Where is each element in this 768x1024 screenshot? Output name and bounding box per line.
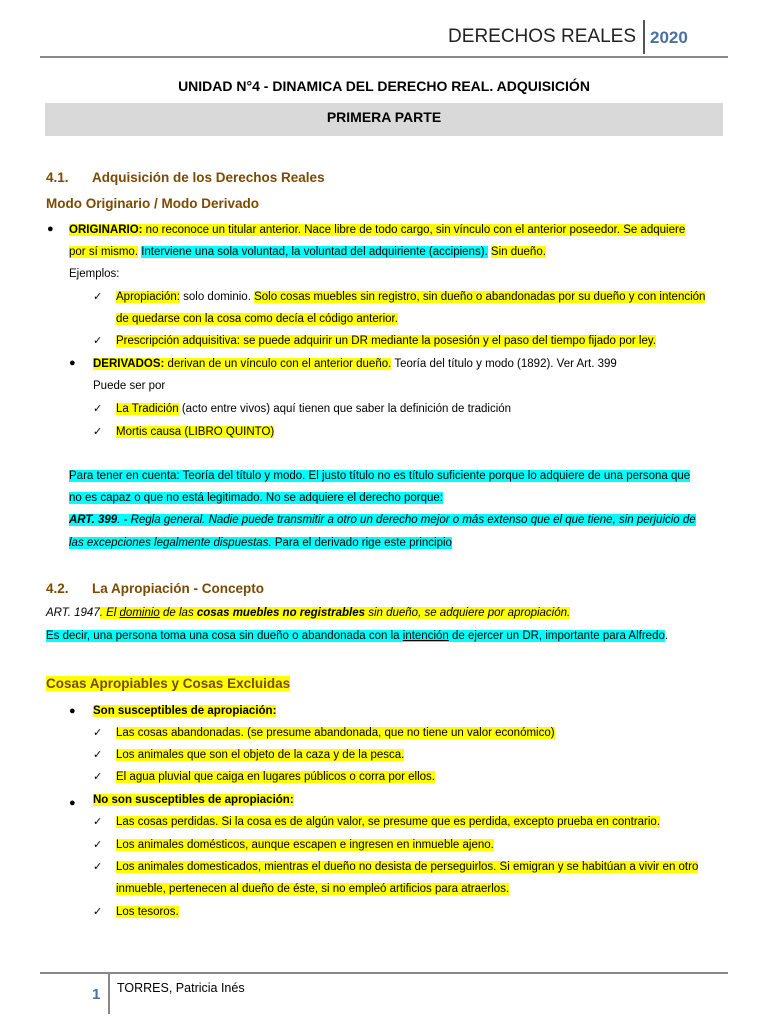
checkmark-icon: ✓ (93, 906, 103, 918)
apropiacion-label: Apropiación: (116, 291, 180, 303)
susceptible-item-text: Los animales que son el objeto de la caza y de la pesca. (116, 749, 405, 761)
list-item (116, 722, 555, 744)
no-susceptible-item-text: Los tesoros. (116, 906, 179, 918)
prescripcion-label: Prescripción adquisitiva: (116, 335, 241, 347)
cosas-heading (46, 676, 290, 691)
list-item (116, 744, 404, 766)
running-header (40, 18, 728, 58)
art399-line-2 (69, 532, 452, 554)
apropiacion-text-1: Solo cosas muebles sin registro, sin dueño o abandonadas por su dueño y con intención (254, 291, 706, 303)
checkmark-icon: ✓ (93, 861, 103, 873)
note-text-1: Para tener en cuenta: Teoría del título y modo. El justo título no es título suficiente porque lo adquiere de una persona que (69, 470, 691, 482)
explanation-line (46, 625, 668, 647)
puede-ser-por: Puede ser por (93, 380, 166, 392)
checkmark-icon: ✓ (93, 291, 103, 303)
bullet-icon: ● (69, 705, 76, 717)
no-susceptible-item-text: Los animales domesticados, mientras el dueño no desista de perseguirlos. Si emigran y se habitúan a vivir en otro (116, 861, 699, 873)
derivados-plain: Teoría del título y modo (1892). Ver Art. 399 (391, 358, 617, 370)
header-title: DERECHOS REALES (448, 26, 636, 47)
note-line-2 (69, 487, 443, 509)
doc-title: UNIDAD N°4 - DINAMICA DEL DERECHO REAL. ADQUISICIÓN (178, 78, 590, 94)
page-number: 1 (92, 986, 101, 1003)
ejemplos-label: Ejemplos: (69, 268, 120, 280)
section-title: La Apropiación - Concepto (92, 581, 264, 596)
footer-rule (40, 972, 728, 974)
section-4-1-subtitle: Modo Originario / Modo Derivado (46, 196, 260, 211)
section-number: 4.2. (46, 581, 69, 596)
no-susceptibles-label-line (93, 789, 294, 811)
checkmark-icon: ✓ (93, 771, 103, 783)
note-text-2: no es capaz o que no está legitimado. No se adquiere el derecho porque: (69, 492, 444, 504)
tradicion-line (116, 398, 511, 420)
bullet-icon: ● (69, 357, 76, 369)
susceptible-item-text: El agua pluvial que caiga en lugares públicos o corra por ellos. (116, 771, 436, 783)
list-item (116, 766, 435, 788)
checkmark-icon: ✓ (93, 839, 103, 851)
header-rule (40, 56, 728, 58)
list-item (116, 856, 698, 878)
susceptibles-label: Son susceptibles de apropiación: (93, 705, 277, 717)
tradicion-label: La Tradición (116, 403, 179, 415)
susceptible-item-text: Las cosas abandonadas. (se presume abandonada, que no tiene un valor económico) (116, 727, 555, 739)
header-divider (643, 20, 645, 54)
explanation-intencion: intención (402, 630, 449, 642)
section-number: 4.1. (46, 170, 69, 185)
no-susceptible-item-text: Los animales domésticos, aunque escapen e ingresen en inmueble ajeno. (116, 839, 494, 851)
checkmark-icon: ✓ (93, 426, 103, 438)
originario-line-2 (69, 241, 546, 263)
no-susceptible-item-text: Las cosas perdidas. Si la cosa es de algún valor, se presume que es perdida, excepto prueba en contrario. (116, 816, 661, 828)
checkmark-icon: ✓ (93, 335, 103, 347)
note-line-1 (69, 465, 690, 487)
apropiacion-text-2: de quedarse con la cosa como decía el código anterior. (116, 313, 398, 325)
derivados-label: DERIVADOS: (93, 358, 165, 370)
originario-label: ORIGINARIO: (69, 224, 143, 236)
list-item (116, 834, 494, 856)
checkmark-icon: ✓ (93, 816, 103, 828)
apropiacion-line-1 (116, 286, 705, 308)
art1947-dominio: dominio (119, 607, 160, 619)
prescripcion-line (116, 330, 656, 352)
section-title: Adquisición de los Derechos Reales (92, 170, 325, 185)
list-item-continuation (116, 878, 509, 900)
no-susceptibles-label: No son susceptibles de apropiación: (93, 794, 294, 806)
art1947-label: ART. 1947 (46, 607, 100, 619)
tradicion-plain: (acto entre vivos) aquí tienen que saber la definición de tradición (178, 403, 512, 415)
section-4-1-heading (46, 170, 325, 185)
footer-author: TORRES, Patricia Inés (117, 981, 245, 995)
art399-text-2: las excepciones legalmente dispuestas. (69, 537, 272, 549)
derivados-text: derivan de un vínculo con el anterior dueño. (164, 358, 392, 370)
mortis-causa-text: Mortis causa (LIBRO QUINTO) (116, 426, 275, 438)
art399-label: ART. 399 (69, 514, 118, 526)
derivados-line (93, 353, 617, 375)
originario-line-1 (69, 219, 685, 241)
list-item (116, 811, 660, 833)
checkmark-icon: ✓ (93, 749, 103, 761)
part-banner-label: PRIMERA PARTE (326, 109, 442, 125)
art1947-dot: . (99, 607, 107, 619)
originario-text-2b: Interviene una sola voluntad, la voluntad del adquiriente (accipiens). (141, 246, 488, 258)
originario-text-1: no reconoce un titular anterior. Nace libre de todo cargo, sin vínculo con el anterior poseedor. Se adquiere (142, 224, 686, 236)
checkmark-icon: ✓ (93, 727, 103, 739)
originario-text-2c: Sin dueño. (490, 246, 546, 258)
art1947-cosas: cosas muebles no registrables (196, 607, 365, 619)
bullet-icon: ● (69, 797, 76, 809)
part-banner (45, 103, 723, 136)
prescripcion-text: se puede adquirir un DR mediante la posesión y el paso del tiempo fijado por ley. (240, 335, 656, 347)
art1947-el: El (106, 607, 120, 619)
explanation-text-1: Es decir, una persona toma una cosa sin dueño o abandonada con la (46, 630, 403, 642)
susceptibles-label-line (93, 700, 276, 722)
art399-line-1 (69, 509, 696, 531)
art1947-line (46, 602, 570, 624)
checkmark-icon: ✓ (93, 403, 103, 415)
no-susceptible-item-text: inmueble, pertenecen al dueño de éste, si no empleó artificios para atraerlos. (116, 883, 510, 895)
mortis-causa-line (116, 421, 274, 443)
list-item (116, 901, 179, 923)
art399-text-1: . - Regla general. Nadie puede transmitir a otro un derecho mejor o más extenso que el que tiene, sin perjuicio de (117, 514, 696, 526)
art1947-de: de las (159, 607, 197, 619)
originario-text-2a: por sí mismo. (69, 246, 139, 258)
art399-tail: Para el derivado rige este principio (271, 537, 452, 549)
explanation-dot: . (664, 630, 669, 642)
header-year: 2020 (650, 28, 688, 47)
bullet-icon: ● (47, 223, 54, 235)
apropiacion-line-2 (116, 308, 398, 330)
cosas-title: Cosas Apropiables y Cosas Excluidas (46, 676, 291, 691)
art1947-rest: sin dueño, se adquiere por apropiación. (365, 607, 571, 619)
explanation-text-2: de ejercer un DR, importante para Alfredo (448, 630, 665, 642)
footer-divider (108, 974, 110, 1014)
apropiacion-plain: solo dominio. (179, 291, 255, 303)
section-4-2-heading (46, 581, 264, 596)
